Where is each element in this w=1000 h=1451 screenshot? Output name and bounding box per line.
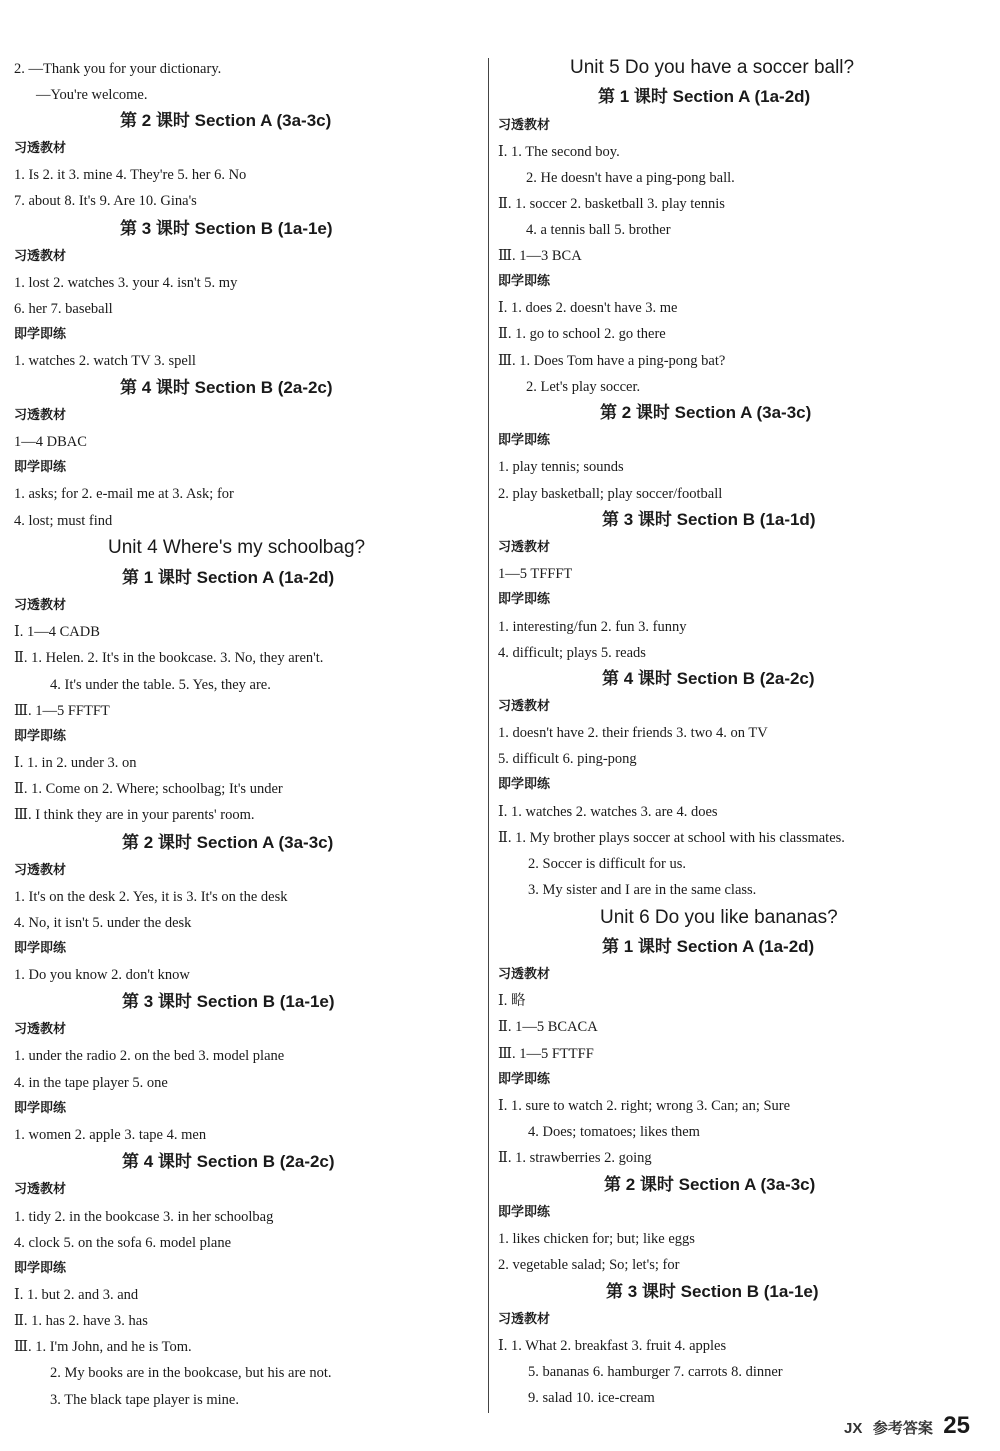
answer-line: Ⅱ. 1. has 2. have 3. has [14, 1313, 148, 1329]
answer-line: 1. doesn't have 2. their friends 3. two 4. on TV [498, 725, 768, 741]
answer-line: 3. My sister and I are in the same class. [528, 882, 757, 898]
exercise-label: 即学即练 [498, 1205, 551, 1220]
exercise-label: 即学即练 [498, 592, 551, 607]
exercise-label: 即学即练 [14, 729, 67, 744]
answer-line: Ⅲ. 1. Does Tom have a ping-pong bat? [498, 353, 726, 369]
answer-line: 2. vegetable salad; So; let's; for [498, 1257, 680, 1273]
answer-line: Ⅰ. 1. does 2. doesn't have 3. me [498, 300, 678, 316]
exercise-label: 习透教材 [498, 118, 551, 133]
answer-line: 1—5 TFFFT [498, 566, 573, 582]
answer-line: Ⅰ. 1. watches 2. watches 3. are 4. does [498, 804, 718, 820]
answer-line: 1. lost 2. watches 3. your 4. isn't 5. my [14, 275, 238, 291]
answer-line: 3. The black tape player is mine. [50, 1392, 239, 1408]
answer-line: Ⅲ. 1. I'm John, and he is Tom. [14, 1339, 192, 1355]
answer-line: 4. No, it isn't 5. under the desk [14, 915, 192, 931]
answer-line: 4. in the tape player 5. one [14, 1075, 168, 1091]
answer-line: 4. clock 5. on the sofa 6. model plane [14, 1235, 232, 1251]
answer-line: 1. tidy 2. in the bookcase 3. in her schoolbag [14, 1209, 274, 1225]
answer-line: Ⅲ. 1—5 FTTFF [498, 1046, 594, 1062]
exercise-label: 习透教材 [14, 408, 67, 423]
exercise-label: 习透教材 [14, 249, 67, 264]
answer-line: 2. —Thank you for your dictionary. [14, 61, 222, 77]
answer-line: 1. Do you know 2. don't know [14, 967, 190, 983]
section-heading: 第 4 课时 Section B (2a-2c) [120, 378, 333, 397]
answer-line: Ⅱ. 1. strawberries 2. going [498, 1150, 652, 1166]
exercise-label: 即学即练 [498, 1072, 551, 1087]
answer-line: 1—4 DBAC [14, 434, 87, 450]
answer-line: Ⅰ. 1. sure to watch 2. right; wrong 3. Can; an; Sure [498, 1098, 791, 1114]
answer-line: Ⅱ. 1—5 BCACA [498, 1019, 598, 1035]
section-heading: 第 3 课时 Section B (1a-1e) [606, 1282, 819, 1301]
answer-line: Ⅲ. I think they are in your parents' room. [14, 807, 255, 823]
column-divider [488, 58, 489, 1413]
answer-line: Ⅱ. 1. Come on 2. Where; schoolbag; It's under [14, 781, 283, 797]
exercise-label: 习透教材 [498, 540, 551, 555]
answer-line: Ⅲ. 1—5 FFTFT [14, 703, 110, 719]
answer-line: Ⅰ. 略 [498, 993, 526, 1009]
answer-line: 4. Does; tomatoes; likes them [528, 1124, 700, 1140]
exercise-label: 习透教材 [14, 863, 67, 878]
answer-line: 1. likes chicken for; but; like eggs [498, 1231, 695, 1247]
page-number: 25 [943, 1412, 970, 1439]
answer-line: Ⅲ. 1—3 BCA [498, 248, 582, 264]
answer-line: Ⅱ. 1. My brother plays soccer at school with his classmates. [498, 830, 845, 846]
answer-line: Ⅰ. 1. The second boy. [498, 144, 620, 160]
exercise-label: 即学即练 [14, 941, 67, 956]
answer-line: Ⅱ. 1. go to school 2. go there [498, 326, 666, 342]
answer-line: 6. her 7. baseball [14, 301, 113, 317]
answer-line: 2. My books are in the bookcase, but his are not. [50, 1365, 332, 1381]
section-heading: 第 3 课时 Section B (1a-1e) [122, 992, 335, 1011]
answer-line: 9. salad 10. ice-cream [528, 1390, 655, 1406]
exercise-label: 即学即练 [498, 433, 551, 448]
answer-line: 1. It's on the desk 2. Yes, it is 3. It's on the desk [14, 889, 288, 905]
exercise-label: 习透教材 [14, 1022, 67, 1037]
answer-line: 1. play tennis; sounds [498, 459, 624, 475]
answer-line: Ⅰ. 1. What 2. breakfast 3. fruit 4. apples [498, 1338, 727, 1354]
exercise-label: 即学即练 [498, 777, 551, 792]
answer-line: 4. a tennis ball 5. brother [526, 222, 671, 238]
answer-line: Ⅰ. 1. in 2. under 3. on [14, 755, 137, 771]
exercise-label: 即学即练 [14, 327, 67, 342]
answer-line: 7. about 8. It's 9. Are 10. Gina's [14, 193, 197, 209]
section-heading: 第 3 课时 Section B (1a-1d) [602, 510, 816, 529]
answer-line: 2. Let's play soccer. [526, 379, 641, 395]
section-heading: 第 1 课时 Section A (1a-2d) [598, 87, 811, 106]
exercise-label: 习透教材 [14, 598, 67, 613]
answer-line: 4. lost; must find [14, 513, 113, 529]
unit-title: Unit 5 Do you have a soccer ball? [570, 57, 855, 78]
answer-line: Ⅰ. 1. but 2. and 3. and [14, 1287, 139, 1303]
answer-line: 2. play basketball; play soccer/football [498, 486, 723, 502]
answer-line: 4. It's under the table. 5. Yes, they are. [50, 677, 271, 693]
answer-line: 2. He doesn't have a ping-pong ball. [526, 170, 735, 186]
answer-line: 5. difficult 6. ping-pong [498, 751, 637, 767]
exercise-label: 习透教材 [498, 699, 551, 714]
section-heading: 第 1 课时 Section A (1a-2d) [122, 568, 335, 587]
answer-line: 2. Soccer is difficult for us. [528, 856, 686, 872]
section-heading: 第 4 课时 Section B (2a-2c) [122, 1152, 335, 1171]
answer-line: —You're welcome. [36, 87, 148, 103]
exercise-label: 习透教材 [498, 1312, 551, 1327]
section-heading: 第 4 课时 Section B (2a-2c) [602, 669, 815, 688]
answer-line: Ⅱ. 1. soccer 2. basketball 3. play tennis [498, 196, 725, 212]
page-footer [844, 1412, 970, 1440]
answer-line: 4. difficult; plays 5. reads [498, 645, 646, 661]
exercise-label: 习透教材 [14, 1182, 67, 1197]
exercise-label: 习透教材 [14, 141, 67, 156]
section-heading: 第 2 课时 Section A (3a-3c) [600, 403, 812, 422]
section-heading: 第 2 课时 Section A (3a-3c) [122, 833, 334, 852]
answer-line: 1. watches 2. watch TV 3. spell [14, 353, 196, 369]
unit-title: Unit 6 Do you like bananas? [600, 907, 838, 928]
answer-line: Ⅱ. 1. Helen. 2. It's in the bookcase. 3. No, they aren't. [14, 650, 324, 666]
answer-line: Ⅰ. 1—4 CADB [14, 624, 100, 640]
exercise-label: 即学即练 [14, 1261, 67, 1276]
footer-label: 参考答案 [872, 1420, 933, 1437]
unit-title: Unit 4 Where's my schoolbag? [108, 537, 366, 558]
exercise-label: 即学即练 [14, 460, 67, 475]
section-heading: 第 2 课时 Section A (3a-3c) [120, 111, 332, 130]
answer-line: 1. asks; for 2. e-mail me at 3. Ask; for [14, 486, 234, 502]
answer-line: 1. women 2. apple 3. tape 4. men [14, 1127, 207, 1143]
section-heading: 第 1 课时 Section A (1a-2d) [602, 937, 815, 956]
section-heading: 第 3 课时 Section B (1a-1e) [120, 219, 333, 238]
exercise-label: 即学即练 [14, 1101, 67, 1116]
footer-code: JX [844, 1420, 863, 1437]
answer-line: 5. bananas 6. hamburger 7. carrots 8. dinner [528, 1364, 783, 1380]
exercise-label: 习透教材 [498, 967, 551, 982]
answer-line: 1. interesting/fun 2. fun 3. funny [498, 619, 687, 635]
answer-line: 1. under the radio 2. on the bed 3. model plane [14, 1048, 285, 1064]
section-heading: 第 2 课时 Section A (3a-3c) [604, 1175, 816, 1194]
exercise-label: 即学即练 [498, 274, 551, 289]
answer-line: 1. Is 2. it 3. mine 4. They're 5. her 6. No [14, 167, 247, 183]
